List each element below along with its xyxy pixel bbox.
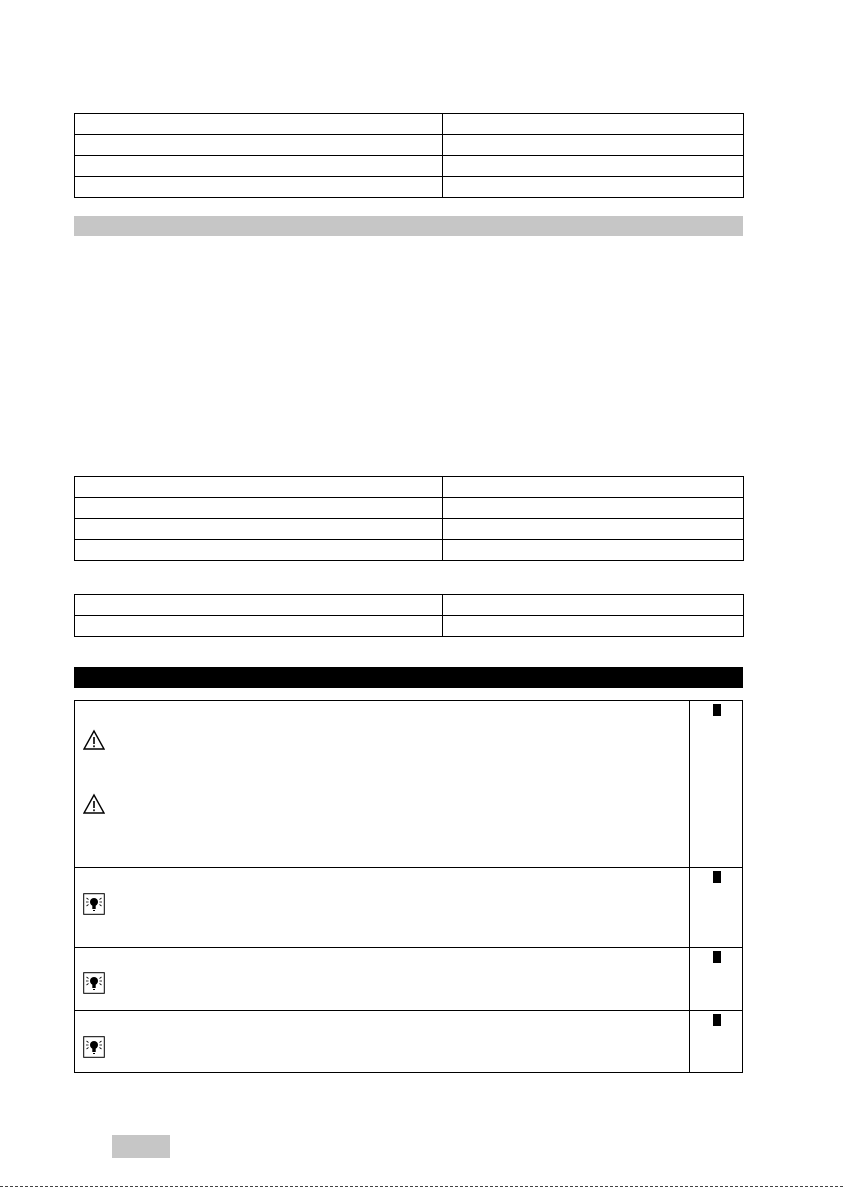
note-row (75, 868, 742, 948)
note-row (75, 701, 742, 868)
table-cell (75, 616, 443, 637)
table-row (75, 519, 744, 540)
note-marker (713, 1014, 721, 1026)
notes-box (74, 700, 743, 1073)
table-row (75, 114, 744, 135)
note-row (75, 948, 742, 1011)
table-row (75, 498, 744, 519)
column-divider (689, 1011, 690, 1072)
section-header-bar-dark (74, 667, 743, 688)
spec-table-2 (74, 476, 744, 561)
table-cell (443, 595, 744, 616)
table-cell (75, 477, 443, 498)
table-cell (75, 156, 443, 177)
table-cell (75, 498, 443, 519)
table-row (75, 616, 744, 637)
table-cell (443, 498, 744, 519)
table-cell (75, 177, 443, 198)
table-row (75, 135, 744, 156)
crop-line (0, 1186, 843, 1187)
warning-icon (83, 729, 105, 751)
table-cell (75, 135, 443, 156)
note-marker (713, 871, 721, 883)
lightbulb-icon (83, 1036, 105, 1058)
table-row (75, 540, 744, 561)
table-cell (75, 519, 443, 540)
table-cell (75, 540, 443, 561)
spec-table-3 (74, 594, 744, 637)
table-cell (443, 114, 744, 135)
table-cell (443, 477, 744, 498)
section-header-bar (74, 216, 743, 236)
table-row (75, 156, 744, 177)
note-marker (713, 951, 721, 963)
table-cell (75, 114, 443, 135)
table-cell (443, 519, 744, 540)
table-cell (443, 616, 744, 637)
warning-icon (83, 793, 105, 815)
note-row (75, 1011, 742, 1072)
column-divider (689, 701, 690, 867)
table-cell (443, 540, 744, 561)
lightbulb-icon (83, 893, 105, 915)
page-number-tab (112, 1135, 170, 1158)
column-divider (689, 868, 690, 947)
table-row (75, 477, 744, 498)
lightbulb-icon (83, 972, 105, 994)
table-cell (443, 135, 744, 156)
spec-table-1 (74, 113, 744, 198)
table-row (75, 177, 744, 198)
column-divider (689, 948, 690, 1010)
table-cell (75, 595, 443, 616)
table-cell (443, 177, 744, 198)
table-row (75, 595, 744, 616)
note-marker (713, 704, 721, 716)
table-cell (443, 156, 744, 177)
